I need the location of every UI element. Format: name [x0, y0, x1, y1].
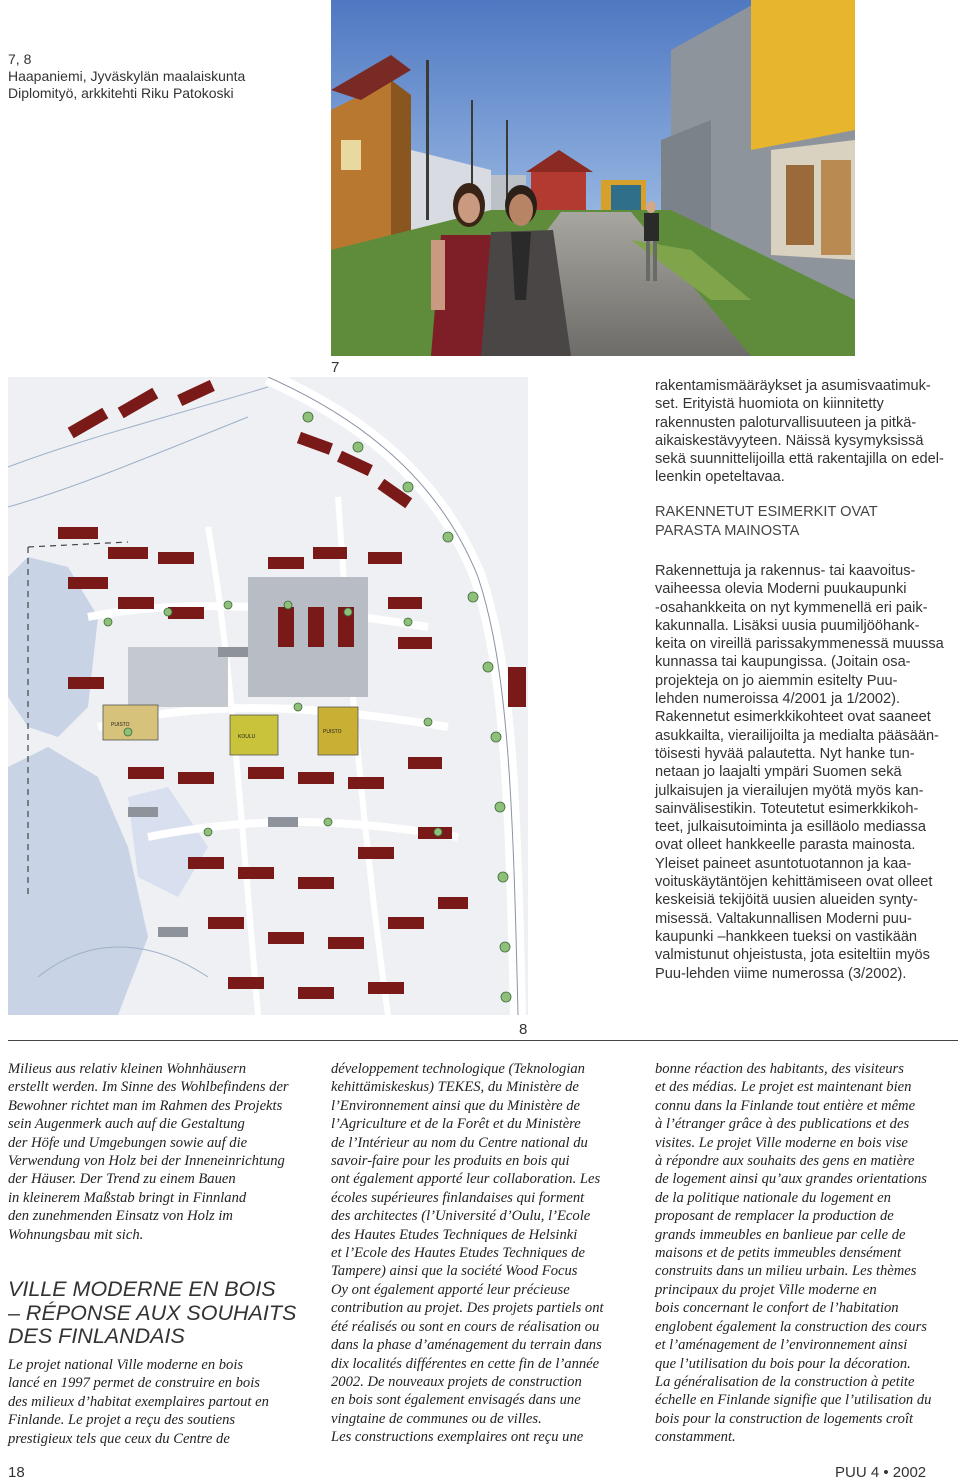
- text-line: erstellt werden. Im Sinne des Wohlbefindens der: [8, 1079, 289, 1096]
- text-line: Wohnungsbau mit sich.: [8, 1226, 144, 1243]
- text-line: l’Agriculture et de la Forêt et du Ministère: [331, 1116, 581, 1133]
- text-line: Puu-lehden viime numerossa (3/2002).: [655, 965, 907, 982]
- plan-label: PUISTO: [323, 729, 342, 735]
- text-line: bois concernant le confort de l’habitation: [655, 1300, 899, 1317]
- text-line: Rakennetut esimerkkikohteet ovat saaneet: [655, 709, 931, 726]
- text-line: ont également apporté leur collaboration. Les: [331, 1171, 601, 1188]
- text-line: et l’Ecole des Hautes Etudes Techniques de: [331, 1245, 585, 1262]
- text-line: contribution au projet. Des projets partiels ont: [331, 1300, 604, 1317]
- french-text-column-3: [655, 1060, 957, 1447]
- text-line: développement technologique (Teknologian: [331, 1061, 585, 1077]
- text-line: prestigieux tels que ceux du Centre de: [8, 1430, 230, 1447]
- street-photo-image: [331, 0, 855, 356]
- text-line: Yleiset paineet asuntotuotannon ja kaa-: [655, 855, 912, 872]
- text-line: vaiheessa olevia Moderni puukaupunki: [655, 581, 907, 598]
- text-line: julkaisujen ja vierailujen myötä myös kan-: [655, 782, 924, 799]
- text-line: englobent également la construction des cours: [655, 1318, 927, 1335]
- caption-line: 7, 8: [8, 51, 32, 67]
- text-line: savoir-faire pour les produits en bois qui: [331, 1153, 570, 1170]
- text-line: de la politique nationale du logement en: [655, 1189, 891, 1206]
- text-line: vingtaine de communes ou de villes.: [331, 1410, 542, 1427]
- horizontal-divider: [8, 1040, 958, 1041]
- finnish-body-text: [655, 562, 957, 983]
- text-line: sekä suunnittelijoilla että rakentajilla on edel-: [655, 451, 944, 468]
- text-line: asukkailta, vierailijoilta ja medialta pääsään-: [655, 727, 939, 744]
- text-line: principaux du projet Ville moderne en: [655, 1281, 877, 1298]
- text-line: Finlande. Le projet a reçu des soutiens: [8, 1412, 236, 1429]
- text-line: der Höfe und Umgebungen sowie auf die: [8, 1134, 248, 1151]
- french-intro-text: [8, 1356, 308, 1448]
- text-line: dans la phase d’aménagement du terrain dans: [331, 1337, 602, 1354]
- text-line: été réalisés ou sont en cours de réalisation ou: [331, 1318, 600, 1335]
- text-line: teet, julkaisutoiminta ja esilläolo mediassa: [655, 819, 926, 836]
- text-line: maisons et de petits immeubles densément: [655, 1245, 902, 1262]
- text-line: lancé en 1997 permet de construire en bois: [8, 1375, 260, 1392]
- text-line: aikaiskestävyyteen. Näissä kysymyksissä: [655, 432, 924, 449]
- text-line: Le projet national Ville moderne en bois: [8, 1357, 244, 1373]
- figure-caption: [8, 51, 308, 102]
- text-line: à répondre aux souhaits des gens en matière: [655, 1153, 915, 1170]
- french-text-column-2: [331, 1060, 631, 1447]
- text-line: keita on vireillä parissakymmenessä muussa: [655, 636, 944, 653]
- text-line: leenkin opeteltavaa.: [655, 469, 785, 486]
- text-line: der Häuser. Der Trend zu einem Bauen: [8, 1171, 236, 1188]
- heading-line: DES FINLANDAIS: [8, 1324, 185, 1348]
- text-line: sein Augenmerk auch auf die Gestaltung: [8, 1116, 245, 1133]
- text-line: constamment.: [655, 1429, 736, 1446]
- text-line: des architectes (l’Université d’Oulu, l’Ecole: [331, 1208, 591, 1225]
- text-line: dix localités différentes en cette fin de l’année: [331, 1355, 600, 1372]
- caption-line: Diplomityö, arkkitehti Riku Patokoski: [8, 85, 234, 101]
- figure-number-7: 7: [331, 359, 340, 376]
- text-line: valmistunut ohjeistusta, jota esiteltiin myös: [655, 947, 930, 964]
- text-line: Bewohner richtet man im Rahmen des Projekts: [8, 1097, 283, 1114]
- text-line: visites. Le projet Ville moderne en bois vise: [655, 1134, 908, 1151]
- text-line: en bois sont également envisagés dans une: [331, 1392, 581, 1409]
- text-line: des milieux d’habitat exemplaires partout en: [8, 1393, 269, 1410]
- text-line: échelle en Finlande signifie que l’utilisation du: [655, 1392, 932, 1409]
- text-line: -osahankkeita on nyt kymmenellä eri paik-: [655, 599, 928, 616]
- plan-label: KOULU: [238, 734, 256, 740]
- text-line: in kleinerem Maßstab bringt in Finnland: [8, 1189, 247, 1206]
- text-line: connu dans la Finlande tout entière et même: [655, 1097, 916, 1114]
- text-line: kaupunki –hankkeen tueksi on vastikään: [655, 928, 918, 945]
- finnish-intro-text: [655, 377, 957, 487]
- text-line: sainvälisestikin. Toteutetut esimerkkikoh-: [655, 800, 919, 817]
- text-line: töisesti hyvää palautetta. Nyt hanke tun-: [655, 745, 915, 762]
- plan-label: PUISTO: [111, 722, 130, 728]
- text-line: projekteja on jo aiemmin esitelty Puu-: [655, 672, 898, 689]
- text-line: l’Environnement ainsi que du Ministère de: [331, 1097, 580, 1114]
- text-line: lehden numeroissa 4/2001 ja 1/2002).: [655, 691, 901, 708]
- publication-issue: PUU 4 • 2002: [835, 1464, 927, 1481]
- text-line: et l’aménagement de l’environnement ainsi: [655, 1337, 908, 1354]
- text-line: ovat olleet hankkeelle parasta mainosta.: [655, 837, 916, 854]
- text-line: de l’Intérieur au nom du Centre national du: [331, 1134, 588, 1151]
- text-line: keskeisiä tekijöitä uusien alueiden synty-: [655, 892, 918, 909]
- text-line: Oy ont également apporté leur précieuse: [331, 1281, 570, 1298]
- heading-line: VILLE MODERNE EN BOIS: [8, 1277, 276, 1301]
- text-line: grands immeubles en banlieue par celle de: [655, 1226, 906, 1243]
- text-line: voituskäytäntöjen kehittämiseen ovat olleet: [655, 874, 933, 891]
- text-line: Tampere) ainsi que la société Wood Focus: [331, 1263, 578, 1280]
- text-line: à l’étranger grâce à des publications et des: [655, 1116, 910, 1133]
- text-line: La généralisation de la construction à petite: [655, 1373, 915, 1390]
- text-line: Les constructions exemplaires ont reçu une: [331, 1429, 584, 1446]
- text-line: bois pour la construction de logements croît: [655, 1410, 914, 1427]
- figure-number-8: 8: [519, 1021, 528, 1038]
- german-text: [8, 1060, 308, 1244]
- text-line: kunnassa tai kaupungissa. (Joitain osa-: [655, 654, 911, 671]
- site-plan-image: [8, 377, 528, 1015]
- text-line: que l’utilisation du bois pour la décoration.: [655, 1355, 911, 1372]
- text-line: kakunnalla. Lisäksi uusia puumiljööhank-: [655, 617, 920, 634]
- text-line: proposant de remplacer la production de: [655, 1208, 894, 1225]
- caption-line: Haapaniemi, Jyväskylän maalaiskunta: [8, 68, 246, 84]
- text-line: Verwendung von Holz bei der Inneneinrichtung: [8, 1153, 285, 1170]
- text-line: Milieus aus relativ kleinen Wohnhäusern: [8, 1061, 247, 1077]
- text-line: kehittämiskeskus) TEKES, du Ministère de: [331, 1079, 579, 1096]
- text-line: et des médias. Le projet est maintenant bien: [655, 1079, 912, 1096]
- text-line: den zunehmenden Einsatz von Holz im: [8, 1208, 233, 1225]
- page-number: 18: [8, 1464, 25, 1481]
- heading-line: PARASTA MAINOSTA: [655, 522, 800, 539]
- text-line: 2002. De nouveaux projets de construction: [331, 1373, 582, 1390]
- text-line: rakentamismääräykset ja asumisvaatimuk-: [655, 378, 931, 394]
- text-line: de logement ainsi qu’aux grandes orientations: [655, 1171, 927, 1188]
- heading-line: – RÉPONSE AUX SOUHAITS: [8, 1300, 297, 1325]
- text-line: bonne réaction des habitants, des visiteurs: [655, 1061, 904, 1077]
- text-line: misessä. Valtakunnallisen Moderni puu-: [655, 910, 912, 927]
- text-line: netaan jo laajalti ympäri Suomen sekä: [655, 764, 902, 781]
- site-plan-map: [8, 377, 528, 1015]
- text-line: écoles supérieures finlandaises qui forment: [331, 1189, 585, 1206]
- text-line: des Hautes Etudes Techniques de Helsinki: [331, 1226, 578, 1243]
- finnish-section-heading: [655, 503, 957, 540]
- french-section-heading: [8, 1278, 308, 1349]
- text-line: rakennusten paloturvallisuuteen ja pitkä-: [655, 414, 917, 431]
- text-line: construits dans un milieu urbain. Les thèmes: [655, 1263, 917, 1280]
- text-line: set. Erityistä huomiota on kiinnitetty: [655, 396, 884, 413]
- street-photo: [331, 0, 855, 356]
- heading-line: RAKENNETUT ESIMERKIT OVAT: [655, 504, 878, 520]
- text-line: Rakennettuja ja rakennus- tai kaavoitus-: [655, 563, 916, 579]
